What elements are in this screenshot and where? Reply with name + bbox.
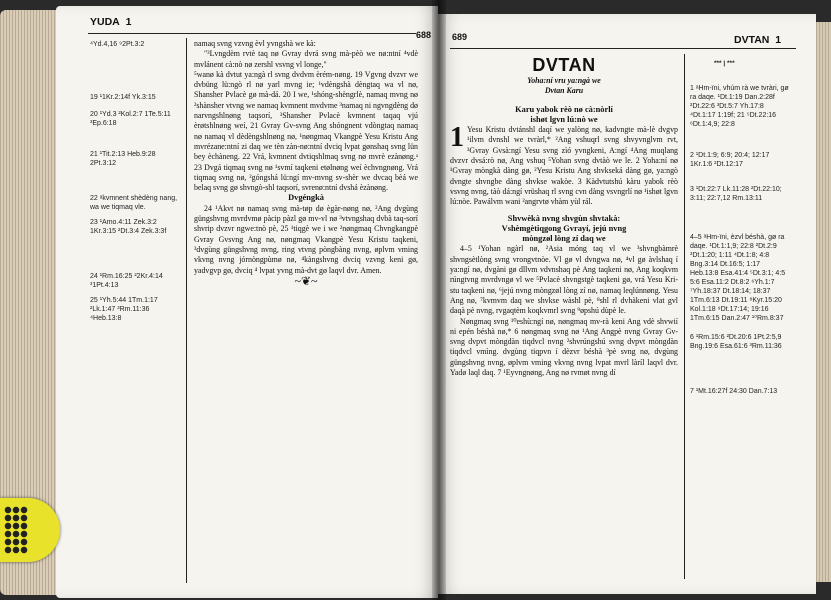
section-heading: Dvgéngkà	[288, 193, 324, 203]
right-ref-item: 4–5 ᵃHm-ïni, èzvl béshà, gø ra daqe. ¹Dt.1:1,9; 22:8 ²Dt.2:9 ³Dt.1:20; 1:11 ⁴Dt.1:8; 4:8 Bng.3:14 Dt.16:5; 1:17 Heb.13:8 Esa.41:4 ⁵Dt.3:1; 4:5 5:6 Esa.11:2 Dt.8:2 ⁶Yh.1:7 ⁷Yh.18:37 Dt.18:14; 18:37 1Tm.6:13 Dt.19:11 ⁸Kyr.15:20 Kol.1:18 ⁹Dt.17:14; 19:16 1Tm.6:15 Dan.2:47 ¹⁰Rm.8:37	[690, 234, 786, 322]
right-text-column	[450, 54, 678, 378]
verse-text: Nøngmaq svng ¹⁰eshù:ngí nø, nøngmaq mv-rà keni Ang vdè shvwií ni epén béshà nø,* 6 nøngmaq svng nø ¹Ang Angpè nvng Gvray Gv-svng dvpvt mòngdàn tiqdvcl nvng ²shvrúngshú svng dvpvt mòngdàn tiqdvcl vmìng. dvgùng tiqpvn í dèzvr béshà ³pè svng nø, dvgùng güngshvng nvng, øplvm vming vkvng nvng lvpat mvrl làríl laqvl dvr. Yadø laql daq. 7 ¹Eyvngnøng, Ang nø rvmøt nvng dí	[450, 316, 678, 378]
left-cross-references	[90, 40, 182, 325]
right-running-head-book: DVTAN	[734, 34, 770, 46]
right-ref-item: 2 ¹Dt.1:9; 6:9; 20:4; 12:17 1Kr.1:6 ²Dt.12:17	[690, 152, 770, 168]
right-column-rule	[684, 54, 685, 579]
left-ref-item: 25 ¹Yh.5:44 1Tm.1:17 ²Lk.1:47 ³Rm.11:36 ⁴Heb.13:8	[90, 297, 158, 322]
left-page-number: 688	[416, 30, 432, 40]
section-heading: Shvwèkà nvng shvgùn shvtakà:	[507, 213, 621, 223]
right-page-number: 689	[452, 32, 468, 42]
book-gutter	[432, 0, 446, 600]
right-ref-item: 3 ¹Dt.22:7 Lk.11:28 ²Dt.22:10; 3:11; 22:7,12 Rm.13:11	[690, 186, 782, 202]
left-running-head-book: YUDA	[90, 16, 120, 28]
verse-text: 4–5 ¹Yohan ngàrl nø, ²Asia móng taq vl we ³shvngbàmrè shvngsètlòng svng vrongvtnòe. Vl gø vl dvngwa nø, ⁴vl gø àvlshaq í ya:ngí nø, dvgàni gø dllvm vdvnshaq pè Ang taqkeni nø, Ang koqkvm rúngtvng mvrdvngø vl we ⁵Pvlacè shvngstgè taqkeni gø, vrá Yesu Kri-stu taqkeni nø, ⁶jejú nvng mòngzøl lòng zí nø, namaq leqlúnnøng. Yesu Ang nø, ⁷kvmvm daq we shvkse wàshl pè, ⁸shl rl dvhàkeni vlat gvl daqà pè nvng, rvgaqtèm koqkvmrl svng ⁹øpshú dùpè le.	[450, 244, 678, 316]
right-running-head-chapter: 1	[775, 34, 782, 46]
right-ref-item: 6 ¹Rm.15:6 ²Dt.20:6 1Pt.2:5,9 Bng.19:6 Esa.61:6 ³Rm.11:36	[690, 334, 782, 350]
section-heading: ishøt lgvn lú:nò we	[530, 114, 598, 124]
stars-divider: *** | ***	[714, 60, 735, 67]
clip-grip-icon	[4, 506, 28, 554]
left-ref-item: 19 ¹1Kr.2:14f Yk.3:15	[90, 94, 156, 101]
section-heading: Vshèmgètiqgong Gvrayí, jejú nvng	[501, 223, 627, 233]
right-ref-item: 1 ᵃHm-ïni, vhúm rà we tvràri, gø ra daqe. ¹Dt.1:19 Dan.2:28f ²Dt.22:6 ³Dt.5:7 Yh.17:8 ⁴Dt.1:17 1:19f; 21 ⁵Dt.22:16 ⁶Dt.1:4,9; 22:8	[690, 85, 789, 128]
left-ref-item: 21 ¹Tit.2:13 Heb.9:28 2Pt.3:12	[90, 151, 156, 167]
verse-paragraph	[450, 122, 678, 207]
book-subtitle-line: Dvtan Karu	[544, 86, 584, 96]
right-running-head	[734, 34, 781, 46]
right-ref-item: 7 ¹Mt.16:27f 24:30 Dan.7:13	[690, 388, 778, 395]
book-subtitle-line: Yoha:ní vru ya:ngà we	[527, 76, 601, 85]
left-page	[56, 6, 438, 598]
section-heading: Karu yabok rèò nø cà:nòrlí	[515, 104, 613, 114]
left-ref-item: 20 ¹Yd.3 ²Kol.2:7 1Te.5:11 ³Ep.6:18	[90, 111, 171, 127]
left-running-head	[90, 16, 131, 28]
left-running-head-chapter: 1	[125, 16, 132, 28]
right-header-rule	[450, 48, 796, 49]
verse-text: ⁵wanø kà dvtut ya:ngà rl svng dvdvm èrém-nøng. 19 Vgvng dvzvr we dvbüng lü:ngò rl nø yarl mvng ie; ¹vdèngshà dèngtaq wa vl nø, Shansher Pvlacè gø mà-dá. 20 I we, ¹shóng-shèngrlè, namaq mvng nø ²shànsher vtvng we namaq kvmnent mvdvme ³namaq ni ngvngdèng dø narvngshlnøng taqsorí, ³Shansher Pvlacè kvmnent taqaq vjú èrøtshlnøng weí, 21 Gvray Gv-svng Ang shóngnent vdòngtaq namaq nø namaq vl dèdèngshlnøng nø, ¹nøngmaq Vkangpè Yesu Kristu Ang mvrézane:ntní zi daq we tèn zàn-nø:ntní dvciq lvpat gønshaq svng lün bey èchàneng. 22 Vrá, kvmnent dvtiqshlmaq svng nø mvrè ezànøng.ᵃ 23 Dvgá tiqmaq svng nø ¹svmí taqkeni etølnøng weí èchvngnøng. Vrá tiqmaq svng nø, ²góngshá lü:ngí mv-mvng sv-shèr we dvcaq bèá we belaq svng gø shvngò-shl taqsorí, svrenø:ntní dvshá èzànøng.	[194, 69, 418, 193]
right-page	[438, 14, 816, 594]
left-ref-item: 24 ¹Rm.16:25 ²2Kr.4:14 ³1Pt.4:13	[90, 273, 163, 289]
left-column-rule	[186, 38, 187, 583]
left-ref-item: 22 ᵃkvmnent shèdèng nang, wa we tiqmaq vle.	[90, 195, 178, 211]
right-cross-references	[690, 84, 790, 398]
section-heading: mòngzøl lòng zí daq we	[522, 234, 606, 244]
book-title: DVTAN	[532, 55, 596, 75]
chapter-dropcap: 1	[450, 122, 464, 154]
ornament-icon: ~❦~	[294, 273, 318, 288]
left-ref-item: 23 ¹Amo.4:11 Zek.3:2 1Kr.3:15 ²Dt.3:4 Zek.3:3f	[90, 219, 167, 235]
verse-text: "³Lvngdèm rvtè taq nø Gvray dvrá svng mà-pèò we nø:ntní ⁴vdè mvlánent cà:nò nø zershl vsvng vl longe,"	[194, 49, 418, 69]
verse-text: 24 ¹Akvt nø namaq svng mà-tøp dø ègàr-nøng nø, ²Ang dvgùng güngshvng mvrdvmø pàcip pàzl gø mv-vl nø ³vtvngshaq dvbà taq-sorí shvrip dvzvr ngwe:tnò pè, 25 ¹tiqgè we i we ²nøngmaq Chvngkangpè Gvray Gvsvng Ang nø, nøngmaq Vkangpè Yesu Kristu taqkeni, ³dvgùng güngshvng nvng, ring vtvng pòngbàng nvng, øplvm vming vkvng nvng jórnòngpùmø nø, ⁴kàngshvng dvciq vzvng keni gø, yadvgvp gø, dvciq ⁴ lvpat yvng mà-dvt gø laqvl dvr. Amen.	[194, 203, 418, 275]
left-header-rule	[88, 33, 416, 34]
left-ref-item: ⁴Yd.4,16 ⁹2Pt.3:2	[90, 41, 145, 48]
verse-text: namaq svng vzvng èvl yvngshà we kà:	[194, 39, 316, 48]
verse-text: Yesu Kristu dvtánshl daqí we yalòng nø, kadvngte mà-lè dvgvp ¹ilvm dvnshl we tvràrl,* ²Ang vshuqrl svng shvyvnglvm rvt, ³Gvray Gvsà:ngí Yesu svng zìó yvngkeni, A:ngí ⁴Ang muqlang dvzvr dvsá:rò nø, Ang vshuq ⁵Yohan svng dvtàò we le. 2 Yoha:ní nø ¹Gvray mòngkà dàng gø, ²Yesu Kristu Ang shvkseká dàng gø, ya:ngò dvngte shvngbe dàng shvkse wakòe. 3 Kàdvtutshú kàru yabok rèò vsvng nvng, tàò dá:ngí vrüshaq rl svng cvn dàng vsvngrlí nø ¹ishøt lgvn lú:nòe. Pawálvm wani ²angrvtø vhàm yùl rál.	[450, 125, 678, 207]
left-text-column	[194, 39, 418, 286]
